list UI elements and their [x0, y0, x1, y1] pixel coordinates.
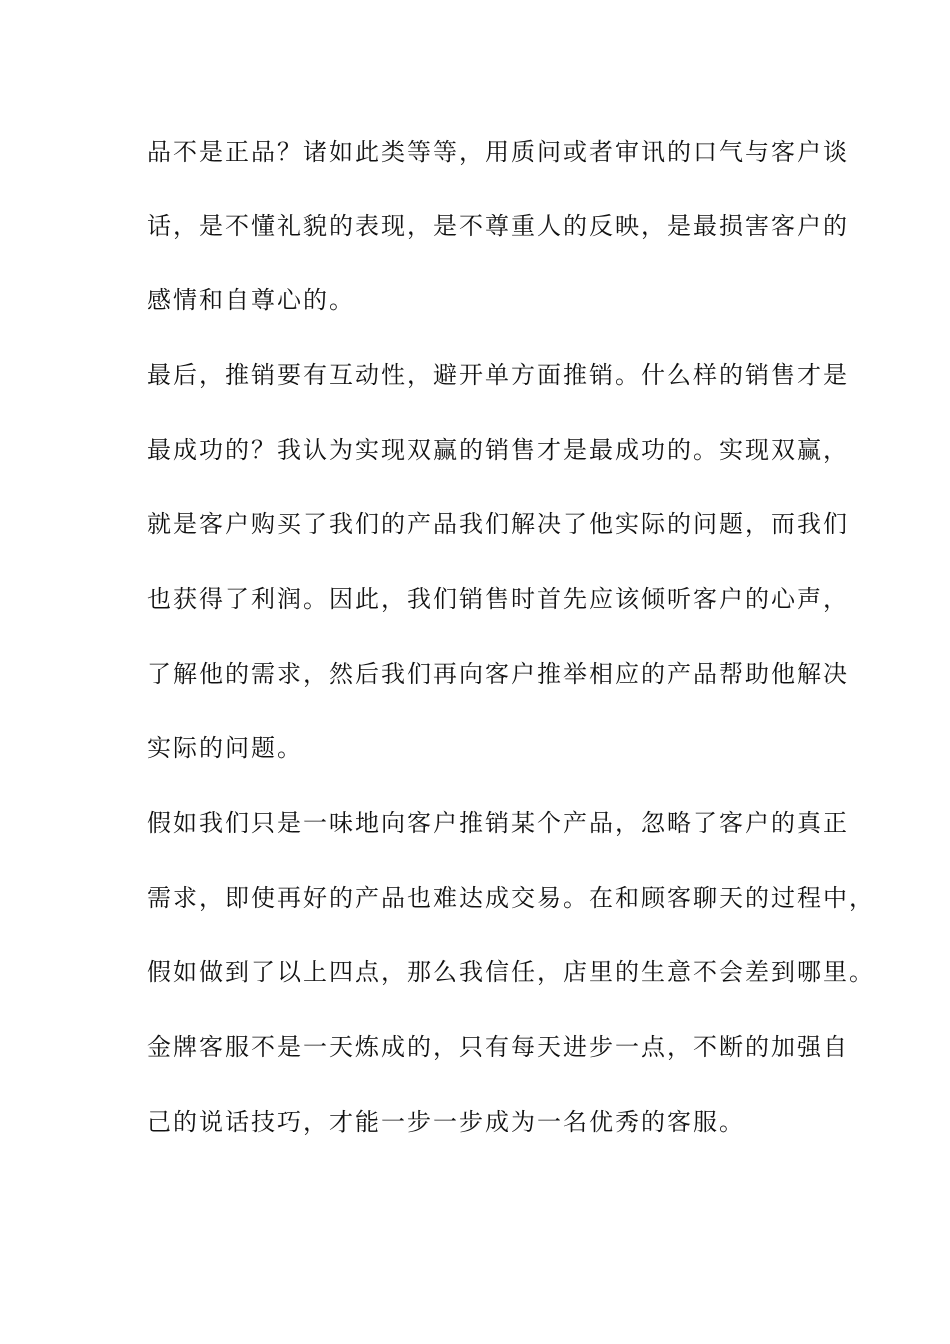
text-line: 就是客户购买了我们的产品我们解决了他实际的问题，而我们	[147, 510, 849, 538]
text-line: 最后，推销要有互动性，避开单方面推销。什么样的销售才是	[147, 361, 849, 389]
text-line: 品不是正品？诸如此类等等，用质问或者审讯的口气与客户谈	[147, 138, 849, 166]
text-line: 需求，即使再好的产品也难达成交易。在和顾客聊天的过程中，	[147, 884, 875, 912]
text-line: 也获得了利润。因此，我们销售时首先应该倾听客户的心声，	[147, 585, 849, 613]
text-line: 金牌客服不是一天炼成的，只有每天进步一点，不断的加强自	[147, 1033, 849, 1061]
text-line: 话，是不懂礼貌的表现，是不尊重人的反映，是最损害客户的	[147, 212, 849, 240]
text-line: 己的说话技巧，才能一步一步成为一名优秀的客服。	[147, 1108, 745, 1136]
text-line: 假如做到了以上四点，那么我信任，店里的生意不会差到哪里。	[147, 958, 875, 986]
text-line: 感情和自尊心的。	[147, 286, 355, 314]
text-line: 了解他的需求，然后我们再向客户推举相应的产品帮助他解决	[147, 660, 849, 688]
text-line: 最成功的？我认为实现双赢的销售才是最成功的。实现双赢，	[147, 436, 849, 464]
text-line: 实际的问题。	[147, 734, 303, 762]
text-line: 假如我们只是一味地向客户推销某个产品，忽略了客户的真正	[147, 809, 849, 837]
